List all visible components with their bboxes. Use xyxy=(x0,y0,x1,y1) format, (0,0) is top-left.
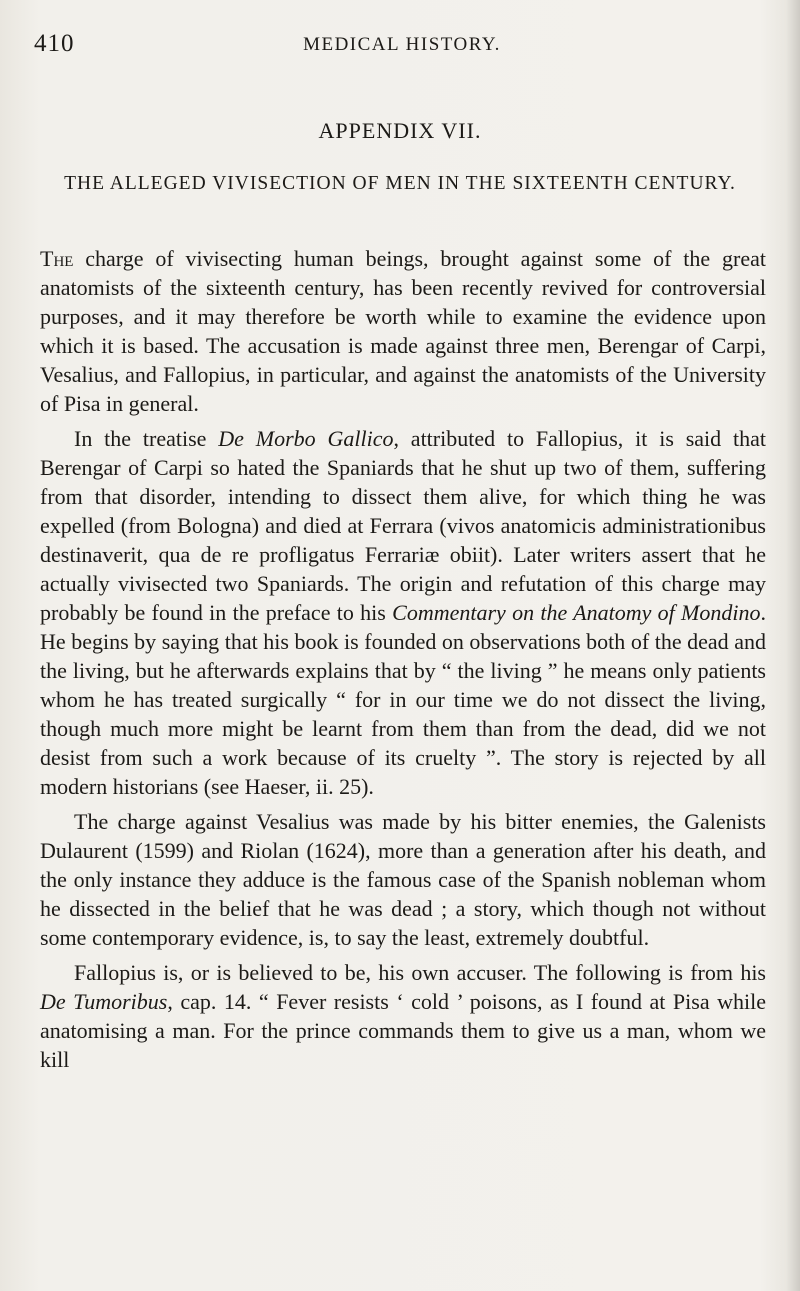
paragraph-4-text-a: Fallopius is, or is believed to be, his own accuser. The following is from his xyxy=(74,960,766,985)
running-head xyxy=(34,30,770,60)
paragraph-2-text-b: , attributed to Fallopius, it is said that Berengar of Carpi so hated the Spaniards that he shut up two of them, suffering from that disorder, intending to dissect them alive, for which thing he was expelled (from Bologna) and died at Ferrara (vivos anatomicis administrationibus destinaverit, qua de re profligatus Ferrariæ obiit). Later writers assert that he actually vivisected two Spaniards. The origin and refutation of this charge may probably be found in the preface to his xyxy=(40,426,766,625)
treatise-title-de-morbo-gallico: De Morbo Gallico xyxy=(218,426,394,451)
treatise-title-commentary: Commentary on the Anatomy of Mondino xyxy=(392,600,761,625)
body-text xyxy=(40,244,766,1080)
page-number: 410 xyxy=(34,30,75,57)
chapter-title: THE ALLEGED VIVISECTION OF MEN IN THE SIXTEENTH CENTURY. xyxy=(64,173,736,194)
page-edge-shadow xyxy=(786,0,800,1291)
paragraph-lead-word: The xyxy=(40,246,74,271)
paragraph-3-text: The charge against Vesalius was made by his bitter enemies, the Galenists Dulaurent (1599) and Riolan (1624), more than a generation after his death, and the only instance they adduce is the famous case of the Spanish nobleman whom he dissected in the belief that he was dead ; a story, which though not without some contemporary evidence, is, to say the least, extremely doubtful. xyxy=(40,809,766,950)
paragraph-4-text-b: , cap. 14. “ Fever resists ‘ cold ’ poisons, as I found at Pisa while anatomising a man. For the prince commands them to give us a man, whom we kill xyxy=(40,989,766,1072)
paragraph-4 xyxy=(40,958,766,1074)
paragraph-3 xyxy=(40,807,766,952)
paragraph-1-text: charge of vivisecting human beings, brought against some of the great anatomists of the sixteenth century, has been recently revived for controversial purposes, and it may therefore be worth while to examine the evidence upon which it is based. The accusation is made against three men, Berengar of Carpi, Vesalius, and Fallopius, in particular, and against the anatomists of the University of Pisa in general. xyxy=(40,246,766,416)
appendix-title: APPENDIX VII. xyxy=(318,118,482,143)
paragraph-2-text-c: . He begins by saying that his book is founded on observations both of the dead and the living, but he afterwards explains that by “ the living ” he means only patients whom he has treated surgically “ for in our time we do not dissect the living, though much more might be learnt from them than from the dead, did we not desist from such a work because of its cruelty ”. The story is rejected by all modern historians (see Haeser, ii. 25). xyxy=(40,600,766,799)
paragraph-1 xyxy=(40,244,766,418)
running-title: MEDICAL HISTORY. xyxy=(303,34,501,55)
paragraph-2 xyxy=(40,424,766,801)
paragraph-2-text-a: In the treatise xyxy=(74,426,219,451)
treatise-title-de-tumoribus: De Tumoribus xyxy=(40,989,168,1014)
